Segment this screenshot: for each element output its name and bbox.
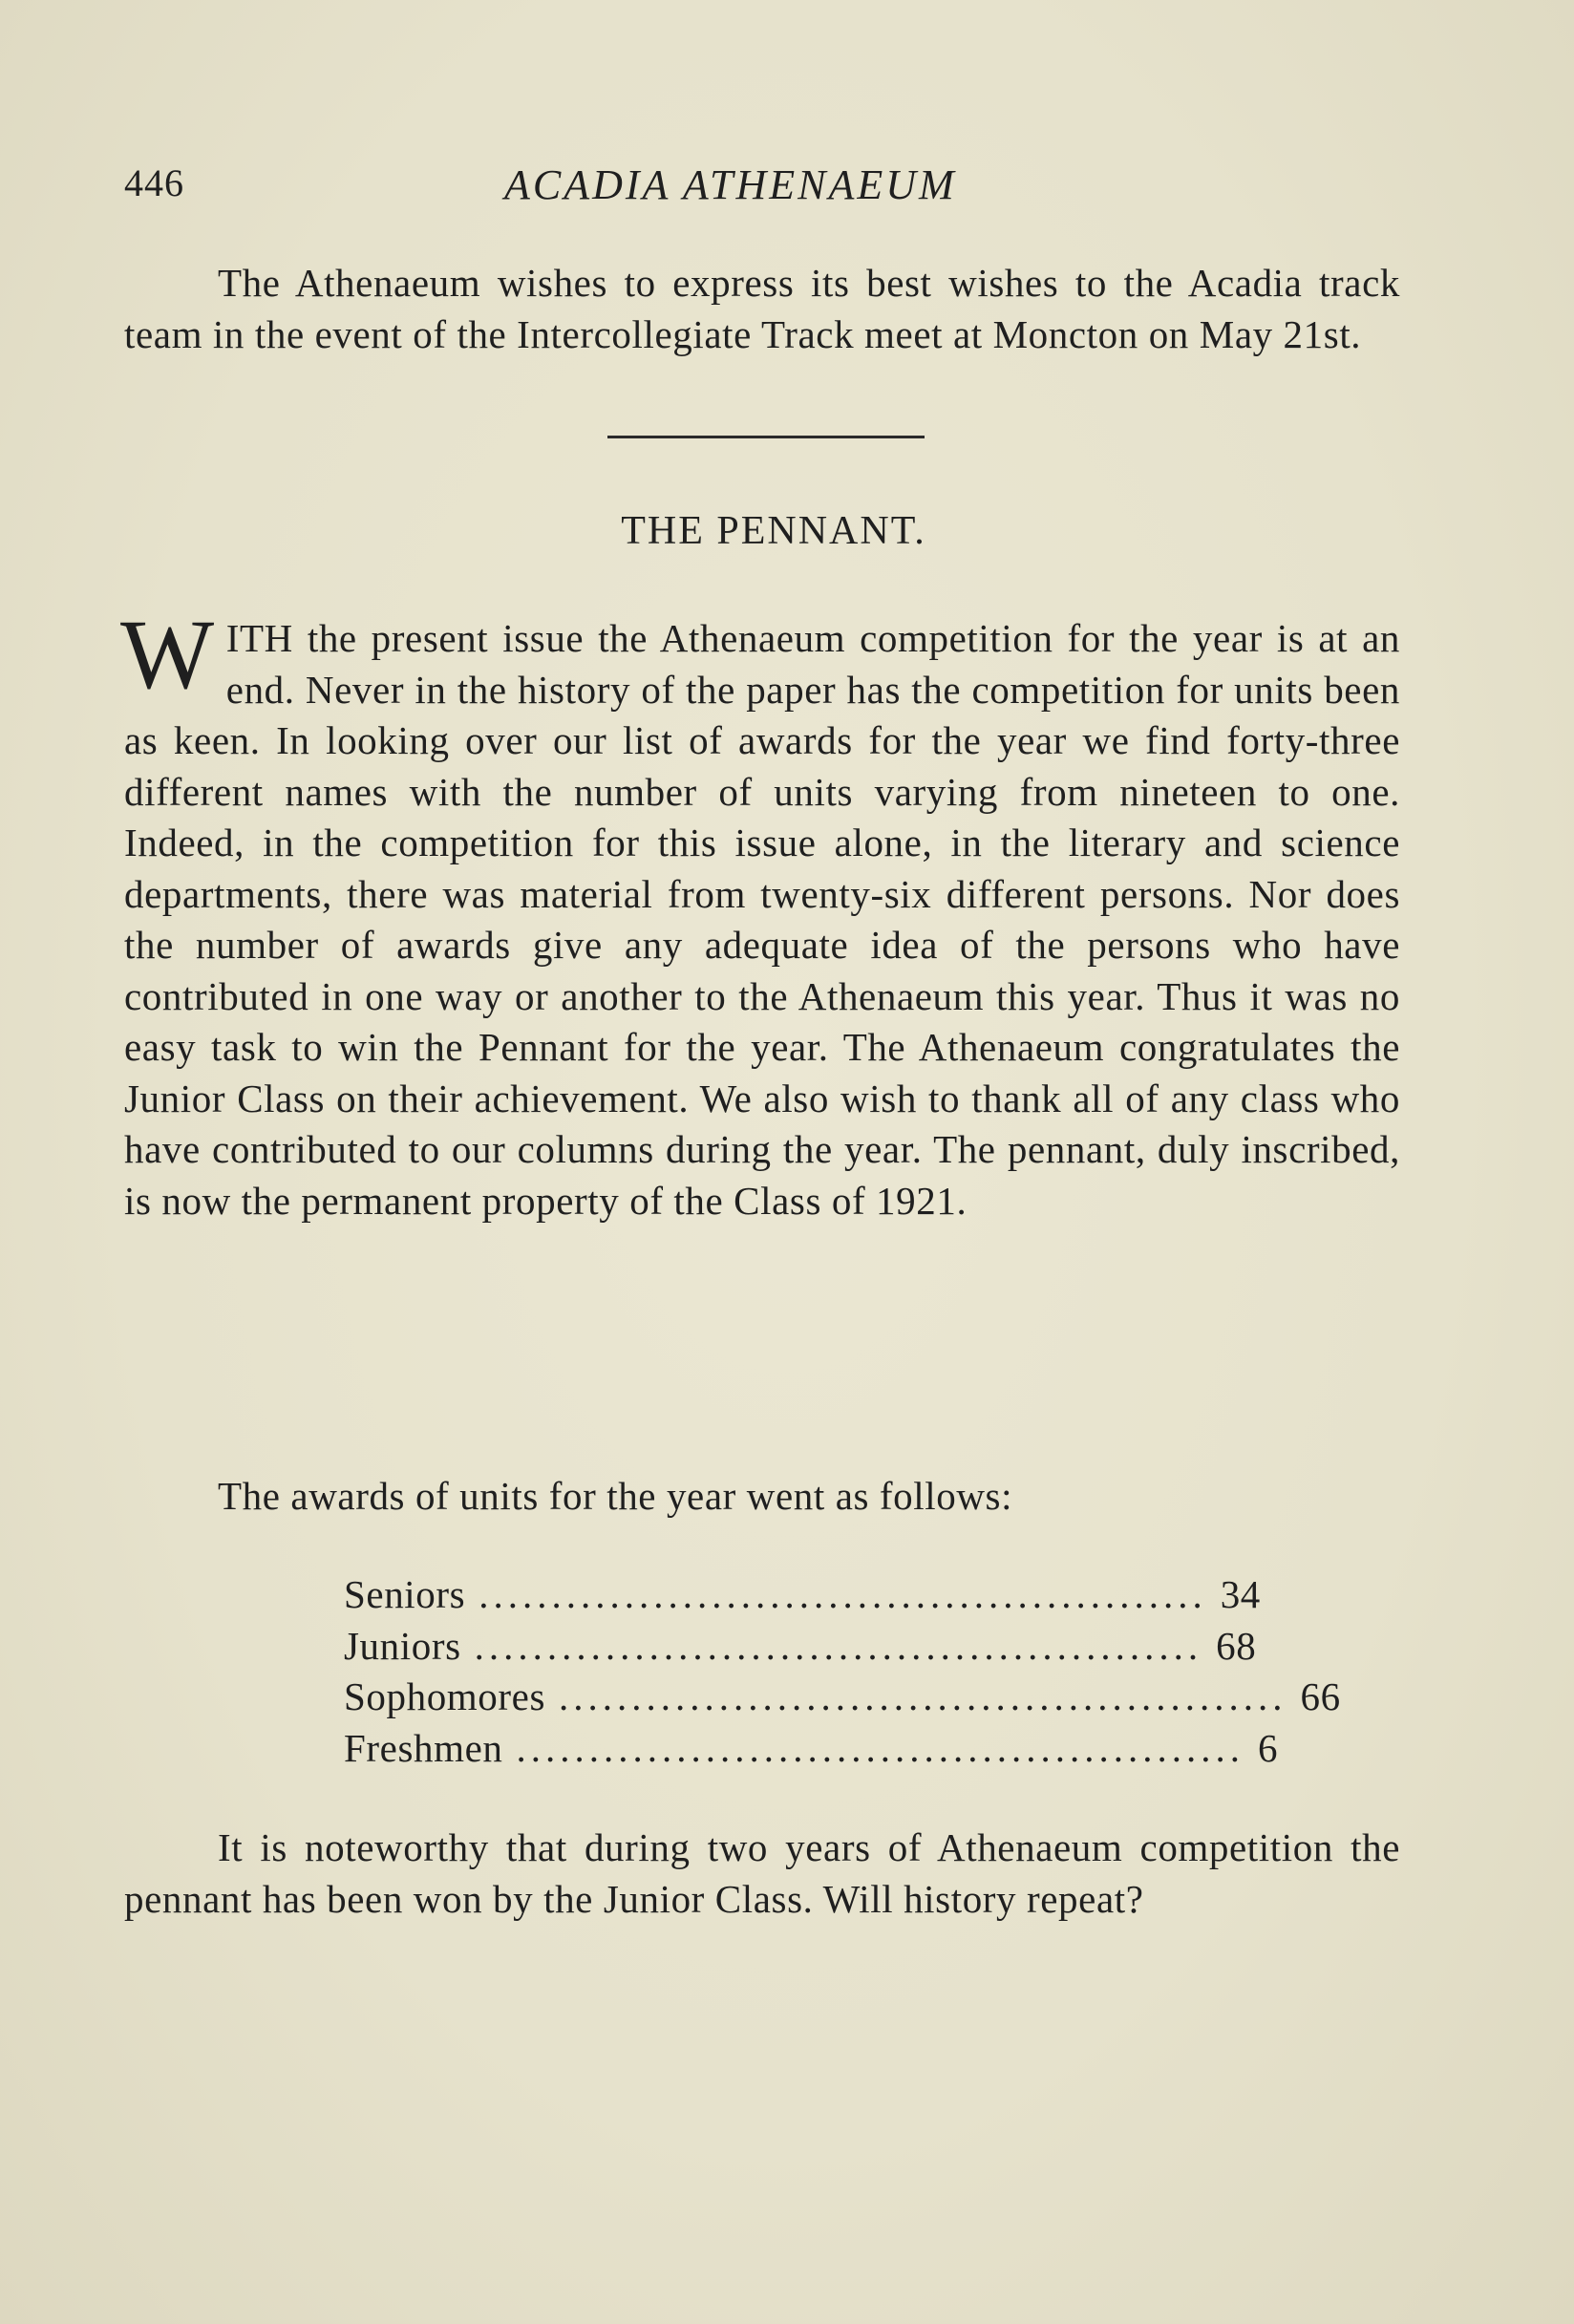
award-class: Seniors <box>344 1572 466 1616</box>
dot-leader: .................................................. <box>479 1572 1207 1616</box>
award-class: Freshmen <box>344 1725 503 1770</box>
closing-paragraph: It is noteworthy that during two years of Athenaeum competition the pennant has been won by the Junior Class. Will history repeat? <box>124 1825 1400 1921</box>
award-row <box>344 1672 1341 1723</box>
section-title: THE PENNANT. <box>621 509 926 553</box>
page-header <box>124 160 1404 208</box>
pennant-paragraph <box>120 600 1400 1226</box>
page-number: 446 <box>124 161 184 204</box>
award-row <box>344 1723 1279 1775</box>
intro-paragraph: The Athenaeum wishes to express its best wishes to the Acadia track team in the event of the Intercollegiate Track meet at Moncton on May 21st. <box>124 261 1400 356</box>
award-class: Sophomores <box>344 1674 545 1718</box>
award-row <box>344 1621 1257 1673</box>
award-units: 68 <box>1216 1623 1257 1668</box>
award-units: 34 <box>1220 1572 1261 1616</box>
dot-leader: .................................................. <box>516 1725 1244 1770</box>
drop-cap: W <box>120 600 215 710</box>
awards-intro: The awards of units for the year went as follows: <box>218 1474 1013 1518</box>
awards-list <box>344 1569 1341 1774</box>
award-row <box>344 1569 1261 1621</box>
dot-leader: .................................................. <box>474 1623 1203 1668</box>
award-units: 66 <box>1300 1674 1341 1718</box>
dot-leader: .................................................. <box>559 1674 1287 1718</box>
award-units: 6 <box>1258 1725 1279 1770</box>
section-divider <box>607 436 925 438</box>
pennant-body: ITH the present issue the Athenaeum competition for the year is at an end. Never in the history of the paper has the competition for units been as keen. In looking over our list of awards for the year we find forty-three different names with the number of units varying from nineteen to one. Indeed, in the competition for this issue alone, in the literary and science departments, there was material from twenty-six different persons. Nor does the number of awards give any adequate idea of the persons who have contributed in one way or another to the Athenaeum this year. Thus it was no easy task to win the Pennant for the year. The Athenaeum congratulates the Junior Class on their achievement. We also wish to thank all of any class who have contributed to our columns during the year. The pennant, duly inscribed, is now the permanent property of the Class of 1921. <box>124 616 1400 1223</box>
running-title: ACADIA ATHENAEUM <box>504 161 957 208</box>
award-class: Juniors <box>344 1623 461 1668</box>
